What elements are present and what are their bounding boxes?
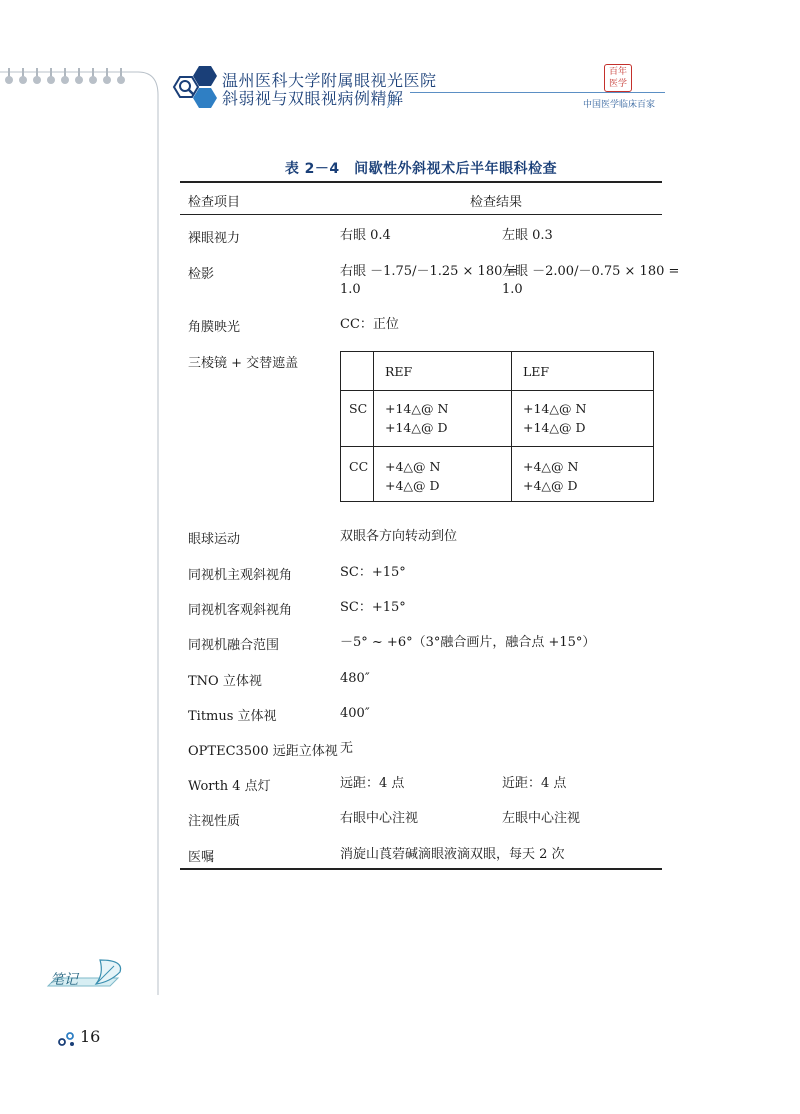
- ret-right-2: 1.0: [340, 282, 361, 297]
- table-header-rule: [180, 214, 662, 215]
- notes-label: 笔记: [50, 972, 78, 988]
- series-name: 中国医学临床百家: [583, 100, 656, 110]
- optec-value: 无: [340, 741, 354, 756]
- em-label: 眼球运动: [188, 532, 241, 547]
- tno-label: TNO 立体视: [188, 674, 262, 689]
- cr-label: 角膜映光: [188, 320, 241, 335]
- prism-head-lef: LEF: [523, 364, 550, 379]
- synop-obj-label: 同视机客观斜视角: [188, 603, 293, 618]
- seal-stamp-icon: 百年 医学: [604, 64, 632, 92]
- optec-label: OPTEC3500 远距立体视: [188, 744, 338, 759]
- prism-sc-ref-n: +14△@ N: [385, 401, 449, 416]
- table-top-rule: [180, 181, 662, 183]
- header-title-line1: 温州医科大学附属眼视光医院: [222, 71, 437, 90]
- prism-sc: SC: [349, 401, 368, 416]
- synop-obj-value: SC：+15°: [340, 600, 406, 615]
- fusion-label: 同视机融合范围: [188, 638, 280, 653]
- hexagon-logo-icon: [172, 64, 222, 112]
- advice-label: 医嘱: [188, 850, 215, 865]
- fix-right: 右眼中心注视: [340, 811, 419, 826]
- tno-value: 480″: [340, 671, 370, 686]
- advice-value: 消旋山莨菪碱滴眼液滴双眼，每天 2 次: [340, 847, 565, 862]
- table-caption: 表 2－4 间歇性外斜视术后半年眼科检查: [284, 161, 558, 177]
- va-label: 裸眼视力: [188, 231, 241, 246]
- prism-cc: CC: [349, 459, 369, 474]
- fix-left: 左眼中心注视: [502, 811, 581, 826]
- table-bottom-rule: [180, 868, 662, 870]
- notes-feather-icon: [40, 956, 130, 996]
- prism-cc-ref-d: +4△@ D: [385, 478, 440, 493]
- titmus-value: 400″: [340, 706, 370, 721]
- em-value: 双眼各方向转动到位: [340, 529, 458, 544]
- va-left: 左眼 0.3: [502, 228, 553, 243]
- header-title-line2: 斜弱视与双眼视病例精解: [222, 89, 404, 108]
- ret-left-2: 1.0: [502, 282, 523, 297]
- ret-label: 检影: [188, 267, 215, 282]
- worth-label: Worth 4 点灯: [188, 779, 271, 794]
- synop-subj-label: 同视机主观斜视角: [188, 568, 293, 583]
- page-number: 16: [80, 1027, 101, 1046]
- prism-cc-lef-d: +4△@ D: [523, 478, 578, 493]
- worth-far: 远距：4 点: [340, 776, 405, 791]
- synop-subj-value: SC：+15°: [340, 565, 406, 580]
- va-right: 右眼 0.4: [340, 228, 391, 243]
- cr-value: CC：正位: [340, 317, 399, 332]
- titmus-label: Titmus 立体视: [188, 709, 277, 724]
- ret-right: 右眼 －1.75/－1.25 × 180 =: [340, 264, 518, 279]
- prism-cc-ref-n: +4△@ N: [385, 459, 441, 474]
- prism-cover-table: [340, 351, 654, 502]
- prism-cc-lef-n: +4△@ N: [523, 459, 579, 474]
- ret-left: 左眼 －2.00/－0.75 × 180 =: [502, 264, 680, 279]
- prism-sc-ref-d: +14△@ D: [385, 420, 448, 435]
- header-rule: [410, 92, 665, 93]
- fix-label: 注视性质: [188, 814, 241, 829]
- prism-sc-lef-n: +14△@ N: [523, 401, 587, 416]
- prism-sc-lef-d: +14△@ D: [523, 420, 586, 435]
- page-number-icon: [58, 1030, 78, 1048]
- fusion-value: －5° ~ +6°（3°融合画片，融合点 +15°）: [340, 635, 596, 650]
- margin-line: [0, 0, 170, 1000]
- prism-head-ref: REF: [385, 364, 413, 379]
- col-header-item: 检查项目: [188, 195, 241, 210]
- worth-near: 近距：4 点: [502, 776, 567, 791]
- col-header-result: 检查结果: [470, 195, 523, 210]
- prism-label: 三棱镜 + 交替遮盖: [188, 356, 299, 371]
